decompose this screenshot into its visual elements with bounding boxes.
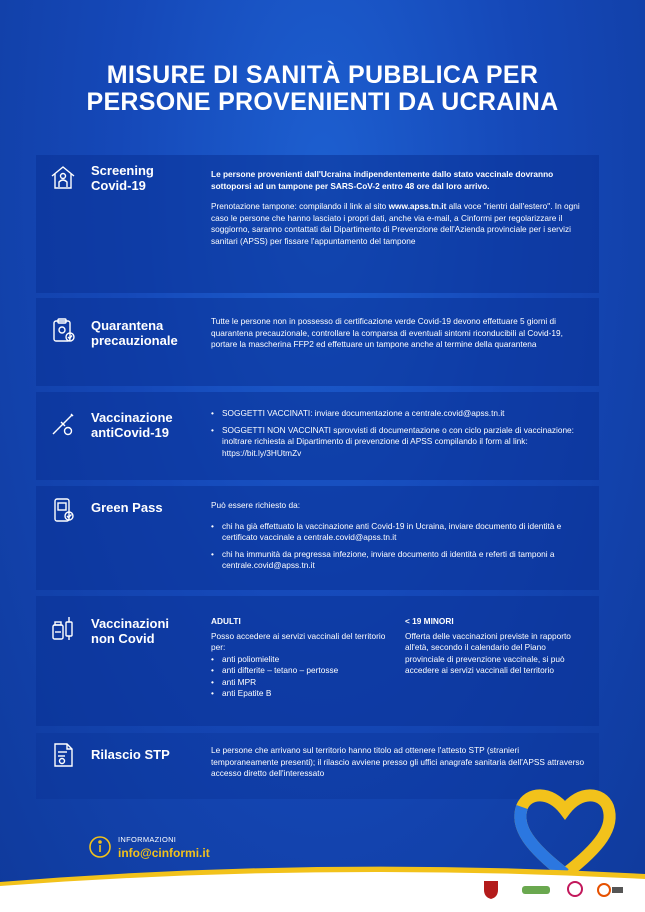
list-item: • anti MPR <box>211 677 391 689</box>
section-quarantena <box>36 298 599 386</box>
section-heading: Quarantena precauzionale <box>91 318 178 348</box>
section-body <box>211 616 586 700</box>
section-heading: Vaccinazione antiCovid-19 <box>91 410 173 440</box>
list-item: • chi ha già effettuato la vaccinazione anti Covid-19 in Ucraina, inviare documento di identità e certificato vaccinale a centrale.covid@apss.tn.it <box>211 521 586 544</box>
section-body <box>211 316 586 360</box>
partner-logos <box>470 878 640 908</box>
screening-paragraph-1: Le persone provenienti dall'Ucraina indipendentemente dallo stato vaccinale dovranno sottoporsi ad un tampone per SARS-CoV-2 entro 48 ore dal loro arrivo. <box>211 169 554 191</box>
certificate-document-icon <box>49 741 77 769</box>
cinformi-logo <box>596 882 624 898</box>
minori-column <box>405 616 585 700</box>
adulti-column <box>211 616 391 700</box>
quarantena-paragraph: Tutte le persone non in possesso di certificazione verde Covid-19 devono effettuare 5 giorni di quarantena precauzionale, controllare la comparsa di eventuali sintomi riconducibili al Covid-19, portare la mascherina FFP2 ed effettuare un tampone anche al termine della quarantena <box>211 316 563 349</box>
info-box <box>88 833 288 867</box>
section-heading: Vaccinazioni non Covid <box>91 616 170 646</box>
info-label: INFORMAZIONI <box>118 835 177 844</box>
vaccine-vial-icon <box>49 614 77 642</box>
apss-link[interactable]: www.apss.tn.it <box>388 201 447 211</box>
trentino-logo <box>522 882 550 898</box>
syringe-virus-icon <box>49 410 77 438</box>
adulti-intro: Posso accedere ai servizi vaccinali del territorio per: <box>211 630 386 652</box>
section-heading: Screening Covid-19 <box>91 163 154 193</box>
adulti-heading: ADULTI <box>211 616 241 626</box>
title-line-2: PERSONE PROVENIENTI DA UCRAINA <box>86 88 559 116</box>
page-title <box>0 62 645 116</box>
greenpass-intro: Può essere richiesto da: <box>211 500 301 510</box>
apss-logo <box>566 880 584 898</box>
section-noncovid <box>36 596 599 726</box>
stp-paragraph: Le persone che arrivano sul territorio hanno titolo ad ottenere l'attesto STP (stranieri temporaneamente presenti); il rilascio avviene presso gli uffici anagrafe sanitaria dell'APSS attraverso accesso diretto dell'interessato <box>211 745 585 778</box>
section-body <box>211 500 586 577</box>
list-item: • anti poliomielite <box>211 654 391 666</box>
house-person-icon <box>49 163 77 191</box>
section-heading: Green Pass <box>91 500 163 515</box>
minori-heading: < 19 MINORI <box>405 616 454 626</box>
screening-paragraph-2: Prenotazione tampone: compilando il link al sito www.apss.tn.it alla voce "rientri dall'estero". In ogni caso le persone che hanno lasciato i propri dati, anche via e-mail, a Cinformi per regolarizzare il soggiorno, saranno contattati dal Dipartimento di Prevenzione dell'Azienda provinciale per i servizi sanitari (APSS) per fissare l'appuntamento del tampone <box>211 201 580 246</box>
section-vaccinazione <box>36 392 599 480</box>
phone-certificate-icon <box>49 496 77 524</box>
section-heading: Rilascio STP <box>91 747 170 762</box>
section-body <box>211 169 586 256</box>
title-line-1: MISURE DI SANITÀ PUBBLICA PER <box>106 61 539 89</box>
list-item: • chi ha immunità da pregressa infezione, inviare documento di identità e referti di tamponi a centrale.covid@apss.tn.it <box>211 549 586 572</box>
section-greenpass <box>36 486 599 590</box>
section-screening <box>36 155 599 293</box>
section-body <box>211 408 586 464</box>
provincia-logo <box>480 878 502 900</box>
list-item: • anti difterite – tetano – pertosse <box>211 665 391 677</box>
clipboard-virus-icon <box>49 316 77 344</box>
info-email-link[interactable]: info@cinformi.it <box>118 846 210 860</box>
info-icon <box>88 835 112 859</box>
list-item: • SOGGETTI NON VACCINATI sprovvisti di documentazione o con ciclo parziale di vaccinazione: inoltrare richiesta al Dipartimento di prevenzione di APSS compilando il form al link: https://bit.ly/3HUtmZv <box>211 425 586 460</box>
list-item: • anti Epatite B <box>211 688 391 700</box>
minori-text: Offerta delle vaccinazioni previste in rapporto all'età, secondo il calendario del Piano provinciale di prevenzione vaccinale, si può accedere ai servizi vaccinali del territorio <box>405 630 571 675</box>
list-item: • SOGGETTI VACCINATI: inviare documentazione a centrale.covid@apss.tn.it <box>211 408 586 420</box>
